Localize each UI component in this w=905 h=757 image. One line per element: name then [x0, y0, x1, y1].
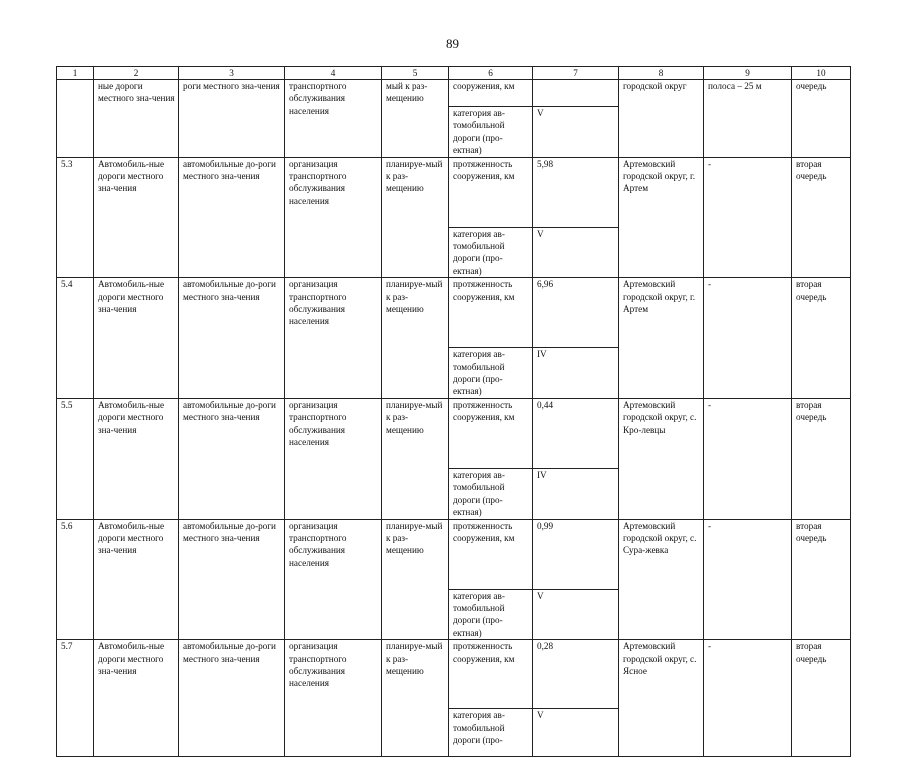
cell-c5: планируе-мый к раз-мещению: [382, 278, 449, 399]
cell-c10: очередь: [792, 80, 851, 158]
table-row: [57, 278, 851, 348]
cell-c1: 5.7: [57, 640, 94, 757]
cell-c8: городской округ: [619, 80, 704, 158]
planning-table: [56, 66, 851, 757]
cell-c2: Автомобиль-ные дороги местного зна-чения: [94, 640, 179, 757]
cell-c4: организация транспортного обслуживания населения: [285, 640, 382, 757]
cell-p2: категория ав-томобильной дороги (про-ектная): [449, 589, 533, 640]
cell-c9: -: [704, 157, 792, 278]
cell-p2: категория ав-томобильной дороги (про-ектная): [449, 107, 533, 158]
cell-v1: 0,99: [533, 519, 619, 589]
cell-v1: 6,96: [533, 278, 619, 348]
cell-c2: Автомобиль-ные дороги местного зна-чения: [94, 278, 179, 399]
cell-p1: сооружения, км: [449, 80, 533, 107]
table-row: [57, 398, 851, 468]
cell-v1: 0,28: [533, 640, 619, 709]
cell-p2: категория ав-томобильной дороги (про-ектная): [449, 468, 533, 519]
cell-c9: -: [704, 278, 792, 399]
cell-c4: транспортного обслуживания населения: [285, 80, 382, 158]
column-number: 1: [57, 67, 94, 80]
cell-c3: автомобильные до-роги местного зна-чения: [179, 157, 285, 278]
cell-c2: Автомобиль-ные дороги местного зна-чения: [94, 157, 179, 278]
cell-c10: вторая очередь: [792, 398, 851, 519]
cell-v2: V: [533, 709, 619, 757]
cell-c1: [57, 80, 94, 158]
cell-c2: ные дороги местного зна-чения: [94, 80, 179, 158]
column-number: 4: [285, 67, 382, 80]
cell-c5: планируе-мый к раз-мещению: [382, 519, 449, 640]
cell-c8: Артемовский городской округ, с. Кро-левцы: [619, 398, 704, 519]
cell-c5: планируе-мый к раз-мещению: [382, 157, 449, 278]
cell-v1: [533, 80, 619, 107]
cell-v2: IV: [533, 468, 619, 519]
cell-v2: V: [533, 107, 619, 158]
cell-c10: вторая очередь: [792, 640, 851, 757]
page-number: 89: [446, 36, 459, 51]
column-number: 2: [94, 67, 179, 80]
cell-c3: автомобильные до-роги местного зна-чения: [179, 398, 285, 519]
cell-v1: 5,98: [533, 157, 619, 227]
cell-c1: 5.4: [57, 278, 94, 399]
cell-c4: организация транспортного обслуживания населения: [285, 398, 382, 519]
cell-c5: мый к раз-мещению: [382, 80, 449, 158]
cell-c2: Автомобиль-ные дороги местного зна-чения: [94, 398, 179, 519]
column-number: 6: [449, 67, 533, 80]
table-row: [57, 640, 851, 709]
cell-c5: планируе-мый к раз-мещению: [382, 640, 449, 757]
cell-c10: вторая очередь: [792, 157, 851, 278]
cell-p2: категория ав-томобильной дороги (про-ектная): [449, 348, 533, 399]
cell-c10: вторая очередь: [792, 519, 851, 640]
continuation-row: [57, 80, 851, 107]
cell-c9: -: [704, 519, 792, 640]
cell-c3: автомобильные до-роги местного зна-чения: [179, 640, 285, 757]
table-body: [57, 67, 851, 757]
cell-c9: полоса – 25 м: [704, 80, 792, 158]
cell-c1: 5.5: [57, 398, 94, 519]
cell-c1: 5.3: [57, 157, 94, 278]
cell-c8: Артемовский городской округ, г. Артем: [619, 157, 704, 278]
column-number: 8: [619, 67, 704, 80]
column-number: 10: [792, 67, 851, 80]
cell-c9: -: [704, 398, 792, 519]
cell-c3: автомобильные до-роги местного зна-чения: [179, 278, 285, 399]
cell-c4: организация транспортного обслуживания населения: [285, 278, 382, 399]
cell-c8: Артемовский городской округ, с. Сура-жевка: [619, 519, 704, 640]
column-number: 7: [533, 67, 619, 80]
cell-p2: категория ав-томобильной дороги (про-: [449, 709, 533, 757]
cell-c3: роги местного зна-чения: [179, 80, 285, 158]
cell-c4: организация транспортного обслуживания населения: [285, 519, 382, 640]
cell-v1: 0,44: [533, 398, 619, 468]
cell-v2: V: [533, 589, 619, 640]
column-number: 9: [704, 67, 792, 80]
cell-c8: Артемовский городской округ, г. Артем: [619, 278, 704, 399]
cell-c2: Автомобиль-ные дороги местного зна-чения: [94, 519, 179, 640]
cell-v2: IV: [533, 348, 619, 399]
cell-p1: протяженность сооружения, км: [449, 519, 533, 589]
cell-c5: планируе-мый к раз-мещению: [382, 398, 449, 519]
cell-c1: 5.6: [57, 519, 94, 640]
table-row: [57, 519, 851, 589]
cell-c8: Артемовский городской округ, с. Ясное: [619, 640, 704, 757]
column-number: 5: [382, 67, 449, 80]
cell-v2: V: [533, 227, 619, 278]
column-number: 3: [179, 67, 285, 80]
column-number-row: [57, 67, 851, 80]
cell-p1: протяженность сооружения, км: [449, 157, 533, 227]
cell-p2: категория ав-томобильной дороги (про-ектная): [449, 227, 533, 278]
cell-c3: автомобильные до-роги местного зна-чения: [179, 519, 285, 640]
table-row: [57, 157, 851, 227]
cell-c9: -: [704, 640, 792, 757]
cell-c10: вторая очередь: [792, 278, 851, 399]
cell-p1: протяженность сооружения, км: [449, 640, 533, 709]
cell-p1: протяженность сооружения, км: [449, 398, 533, 468]
cell-c4: организация транспортного обслуживания населения: [285, 157, 382, 278]
cell-p1: протяженность сооружения, км: [449, 278, 533, 348]
